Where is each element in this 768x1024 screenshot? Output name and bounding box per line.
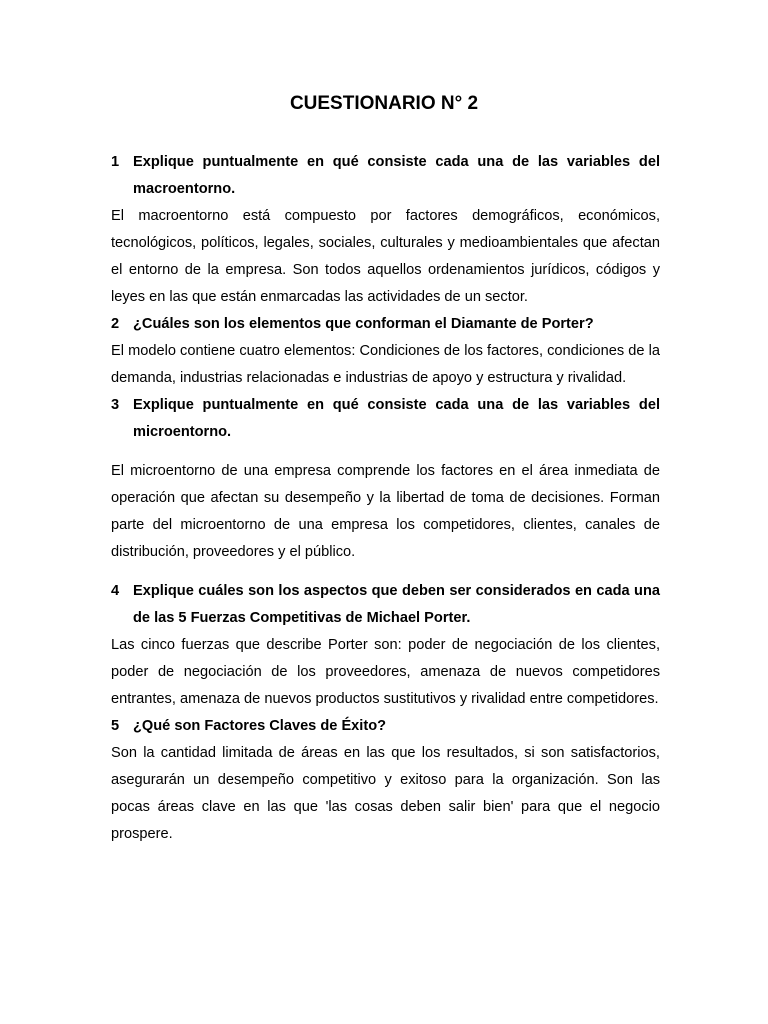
answer-2: El modelo contiene cuatro elementos: Condiciones de los factores, condiciones de la demanda, industrias relacionadas e industrias de apoyo y estructura y rivalidad.	[111, 343, 660, 386]
question-text: Explique puntualmente en qué consiste cada una de las variables del macroentorno.	[133, 154, 660, 197]
question-number: 3	[111, 397, 120, 413]
question-number: 4	[111, 583, 120, 599]
question-number: 1	[111, 154, 120, 170]
answer-5: Son la cantidad limitada de áreas en las que los resultados, si son satisfactorios, asegurarán un desempeño competitivo y exitoso para la organización. Son las pocas áreas clave en las que 'las cosas deben salir bien' para que el negocio prospere.	[111, 745, 660, 842]
question-2	[111, 311, 660, 338]
question-number: 5	[111, 718, 120, 734]
document-title: CUESTIONARIO N° 2	[289, 93, 479, 114]
question-text: ¿Qué son Factores Claves de Éxito?	[133, 718, 387, 734]
question-3	[111, 392, 660, 446]
question-text: Explique puntualmente en qué consiste cada una de las variables del microentorno.	[133, 397, 660, 440]
answer-4: Las cinco fuerzas que describe Porter son: poder de negociación de los clientes, poder de negociación de los proveedores, amenaza de nuevos competidores entrantes, amenaza de nuevos productos sustitutivos y rivalidad entre competidores.	[111, 637, 660, 707]
answer-3: El microentorno de una empresa comprende los factores en el área inmediata de operación que afectan su desempeño y la libertad de toma de decisiones. Forman parte del microentorno de una empresa los competidores, clientes, canales de distribución, proveedores y el público.	[111, 463, 660, 560]
question-text: ¿Cuáles son los elementos que conforman el Diamante de Porter?	[133, 316, 594, 332]
question-text: Explique cuáles son los aspectos que deben ser considerados en cada una de las 5 Fuerzas Competitivas de Michael Porter.	[133, 583, 660, 626]
question-5	[111, 713, 660, 740]
questionnaire-body	[111, 149, 660, 848]
question-1	[111, 149, 660, 203]
question-4	[111, 578, 660, 632]
question-number: 2	[111, 316, 120, 332]
answer-1: El macroentorno está compuesto por factores demográficos, económicos, tecnológicos, políticos, legales, sociales, culturales y medioambientales que afectan el entorno de la empresa. Son todos aquellos ordenamientos jurídicos, códigos y leyes en las que están enmarcadas las actividades de un sector.	[111, 208, 660, 305]
